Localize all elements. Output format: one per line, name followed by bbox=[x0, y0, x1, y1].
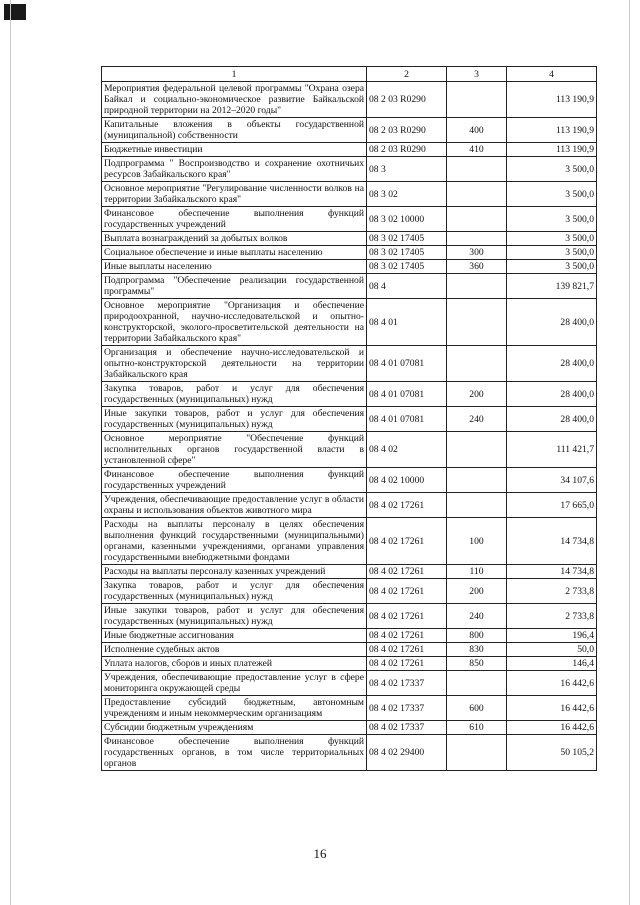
table-row bbox=[102, 143, 597, 157]
row-type-cell: 400 bbox=[447, 118, 507, 143]
row-sum-cell: 17 665,0 bbox=[507, 493, 597, 518]
row-sum-cell: 113 190,9 bbox=[507, 118, 597, 143]
row-code-cell: 08 3 02 17405 bbox=[367, 260, 447, 274]
table-row bbox=[102, 232, 597, 246]
row-type-cell: 240 bbox=[447, 407, 507, 432]
row-sum-cell: 16 442,6 bbox=[507, 671, 597, 696]
row-type-cell bbox=[447, 157, 507, 182]
row-name-cell: Учреждения, обеспечивающие предоставление услуг в сфере мониторинга окружающей среды bbox=[102, 671, 367, 696]
table-row bbox=[102, 604, 597, 629]
row-code-cell: 08 4 02 17261 bbox=[367, 643, 447, 657]
row-code-cell: 08 3 02 bbox=[367, 182, 447, 207]
row-sum-cell: 28 400,0 bbox=[507, 346, 597, 382]
table-row bbox=[102, 657, 597, 671]
row-name-cell: Капитальные вложения в объекты государственной (муниципальной) собственности bbox=[102, 118, 367, 143]
column-header-code: 2 bbox=[367, 67, 447, 82]
row-code-cell: 08 4 02 17261 bbox=[367, 579, 447, 604]
row-code-cell: 08 4 02 17337 bbox=[367, 721, 447, 735]
table-header-row bbox=[102, 67, 597, 82]
table-row bbox=[102, 643, 597, 657]
table-row bbox=[102, 579, 597, 604]
row-sum-cell: 28 400,0 bbox=[507, 407, 597, 432]
row-sum-cell: 3 500,0 bbox=[507, 246, 597, 260]
row-sum-cell: 3 500,0 bbox=[507, 260, 597, 274]
table-row bbox=[102, 274, 597, 299]
row-name-cell: Иные бюджетные ассигнования bbox=[102, 629, 367, 643]
row-code-cell: 08 2 03 R0290 bbox=[367, 82, 447, 118]
row-type-cell: 600 bbox=[447, 696, 507, 721]
row-name-cell: Подпрограмма " Воспроизводство и сохранение охотничьих ресурсов Забайкальского края" bbox=[102, 157, 367, 182]
row-name-cell: Предоставление субсидий бюджетным, автономным учреждениям и иным некоммерческим организациям bbox=[102, 696, 367, 721]
row-type-cell bbox=[447, 232, 507, 246]
table-row bbox=[102, 260, 597, 274]
table-row bbox=[102, 82, 597, 118]
table-row bbox=[102, 182, 597, 207]
row-code-cell: 08 4 02 17261 bbox=[367, 518, 447, 565]
row-name-cell: Основное мероприятие "Обеспечение функций исполнительных органов государственной власти в установленной сфере" bbox=[102, 432, 367, 468]
row-type-cell bbox=[447, 468, 507, 493]
table-row bbox=[102, 246, 597, 260]
row-code-cell: 08 4 02 17337 bbox=[367, 671, 447, 696]
row-sum-cell: 50 105,2 bbox=[507, 735, 597, 771]
row-name-cell: Расходы на выплаты персоналу казенных учреждений bbox=[102, 565, 367, 579]
row-type-cell bbox=[447, 671, 507, 696]
row-type-cell: 200 bbox=[447, 579, 507, 604]
row-code-cell: 08 2 03 R0290 bbox=[367, 118, 447, 143]
row-name-cell: Выплата вознаграждений за добытых волков bbox=[102, 232, 367, 246]
column-header-type: 3 bbox=[447, 67, 507, 82]
row-name-cell: Учреждения, обеспечивающие предоставление услуг в области охраны и использования объектов животного мира bbox=[102, 493, 367, 518]
row-code-cell: 08 4 02 bbox=[367, 432, 447, 468]
row-code-cell: 08 4 bbox=[367, 274, 447, 299]
row-sum-cell: 50,0 bbox=[507, 643, 597, 657]
table-row bbox=[102, 346, 597, 382]
scan-edge-right bbox=[629, 0, 630, 905]
row-code-cell: 08 4 02 17261 bbox=[367, 604, 447, 629]
row-name-cell: Финансовое обеспечение выполнения функций государственных органов, в том числе территориальных органов bbox=[102, 735, 367, 771]
table-row bbox=[102, 735, 597, 771]
row-sum-cell: 16 442,6 bbox=[507, 696, 597, 721]
row-name-cell: Мероприятия федеральной целевой программы "Охрана озера Байкал и социально-экономическое развитие Байкальской природной территории на 2012–2020 годы" bbox=[102, 82, 367, 118]
row-sum-cell: 28 400,0 bbox=[507, 299, 597, 346]
row-type-cell bbox=[447, 274, 507, 299]
table-row bbox=[102, 565, 597, 579]
table-row bbox=[102, 157, 597, 182]
table-row bbox=[102, 493, 597, 518]
row-code-cell: 08 4 01 07081 bbox=[367, 382, 447, 407]
row-sum-cell: 14 734,8 bbox=[507, 518, 597, 565]
table-row bbox=[102, 299, 597, 346]
table-row bbox=[102, 721, 597, 735]
row-type-cell bbox=[447, 493, 507, 518]
row-code-cell: 08 3 bbox=[367, 157, 447, 182]
row-code-cell: 08 3 02 17405 bbox=[367, 246, 447, 260]
row-sum-cell: 2 733,8 bbox=[507, 579, 597, 604]
row-sum-cell: 28 400,0 bbox=[507, 382, 597, 407]
row-code-cell: 08 2 03 R0290 bbox=[367, 143, 447, 157]
row-code-cell: 08 4 01 bbox=[367, 299, 447, 346]
row-code-cell: 08 4 02 29400 bbox=[367, 735, 447, 771]
row-code-cell: 08 4 02 10000 bbox=[367, 468, 447, 493]
table-row bbox=[102, 518, 597, 565]
row-name-cell: Иные закупки товаров, работ и услуг для обеспечения государственных (муниципальных) нужд bbox=[102, 604, 367, 629]
table-row bbox=[102, 671, 597, 696]
page-number: 16 bbox=[313, 846, 327, 861]
row-name-cell: Субсидии бюджетным учреждениям bbox=[102, 721, 367, 735]
row-type-cell: 100 bbox=[447, 518, 507, 565]
row-sum-cell: 3 500,0 bbox=[507, 182, 597, 207]
row-type-cell bbox=[447, 182, 507, 207]
table-row bbox=[102, 407, 597, 432]
row-type-cell bbox=[447, 735, 507, 771]
row-type-cell: 240 bbox=[447, 604, 507, 629]
row-name-cell: Социальное обеспечение и иные выплаты населению bbox=[102, 246, 367, 260]
row-type-cell bbox=[447, 207, 507, 232]
row-sum-cell: 3 500,0 bbox=[507, 157, 597, 182]
table-row bbox=[102, 432, 597, 468]
row-name-cell: Финансовое обеспечение выполнения функций государственных учреждений bbox=[102, 468, 367, 493]
row-name-cell: Уплата налогов, сборов и иных платежей bbox=[102, 657, 367, 671]
row-sum-cell: 196,4 bbox=[507, 629, 597, 643]
table-row bbox=[102, 696, 597, 721]
table-row bbox=[102, 382, 597, 407]
row-code-cell: 08 4 02 17261 bbox=[367, 493, 447, 518]
row-code-cell: 08 4 02 17337 bbox=[367, 696, 447, 721]
column-header-sum: 4 bbox=[507, 67, 597, 82]
row-type-cell: 610 bbox=[447, 721, 507, 735]
row-type-cell: 850 bbox=[447, 657, 507, 671]
row-sum-cell: 16 442,6 bbox=[507, 721, 597, 735]
row-sum-cell: 14 734,8 bbox=[507, 565, 597, 579]
row-name-cell: Основное мероприятие "Регулирование численности волков на территории Забайкальского края" bbox=[102, 182, 367, 207]
row-name-cell: Закупка товаров, работ и услуг для обеспечения государственных (муниципальных) нужд bbox=[102, 382, 367, 407]
row-sum-cell: 34 107,6 bbox=[507, 468, 597, 493]
row-name-cell: Организация и обеспечение научно-исследовательской и опытно-конструкторской деятельности на территории Забайкальского края bbox=[102, 346, 367, 382]
scan-edge-left bbox=[10, 0, 11, 905]
scan-artifact bbox=[4, 4, 26, 20]
row-type-cell bbox=[447, 299, 507, 346]
row-type-cell: 360 bbox=[447, 260, 507, 274]
row-code-cell: 08 4 02 17261 bbox=[367, 657, 447, 671]
row-name-cell: Расходы на выплаты персоналу в целях обеспечения выполнения функций государственными (муниципальными) органами, казенными учреждениями, органами управления государственными внебюджетными фондами bbox=[102, 518, 367, 565]
row-name-cell: Бюджетные инвестиции bbox=[102, 143, 367, 157]
row-code-cell: 08 4 02 17261 bbox=[367, 629, 447, 643]
table-row bbox=[102, 207, 597, 232]
row-type-cell: 200 bbox=[447, 382, 507, 407]
row-code-cell: 08 4 01 07081 bbox=[367, 346, 447, 382]
row-name-cell: Финансовое обеспечение выполнения функций государственных учреждений bbox=[102, 207, 367, 232]
row-code-cell: 08 4 01 07081 bbox=[367, 407, 447, 432]
row-sum-cell: 3 500,0 bbox=[507, 207, 597, 232]
row-sum-cell: 2 733,8 bbox=[507, 604, 597, 629]
row-sum-cell: 113 190,9 bbox=[507, 82, 597, 118]
row-code-cell: 08 3 02 17405 bbox=[367, 232, 447, 246]
row-type-cell: 110 bbox=[447, 565, 507, 579]
column-header-name: 1 bbox=[102, 67, 367, 82]
table-row bbox=[102, 468, 597, 493]
row-type-cell bbox=[447, 346, 507, 382]
row-type-cell bbox=[447, 432, 507, 468]
row-sum-cell: 3 500,0 bbox=[507, 232, 597, 246]
row-name-cell: Исполнение судебных актов bbox=[102, 643, 367, 657]
row-name-cell: Иные закупки товаров, работ и услуг для обеспечения государственных (муниципальных) нужд bbox=[102, 407, 367, 432]
row-sum-cell: 146,4 bbox=[507, 657, 597, 671]
table-row bbox=[102, 118, 597, 143]
row-sum-cell: 111 421,7 bbox=[507, 432, 597, 468]
row-name-cell: Закупка товаров, работ и услуг для обеспечения государственных (муниципальных) нужд bbox=[102, 579, 367, 604]
row-type-cell bbox=[447, 82, 507, 118]
table-row bbox=[102, 629, 597, 643]
row-type-cell: 300 bbox=[447, 246, 507, 260]
row-sum-cell: 139 821,7 bbox=[507, 274, 597, 299]
row-name-cell: Подпрограмма "Обеспечение реализации государственной программы" bbox=[102, 274, 367, 299]
budget-table bbox=[101, 66, 597, 771]
row-type-cell: 410 bbox=[447, 143, 507, 157]
row-type-cell: 800 bbox=[447, 629, 507, 643]
row-name-cell: Иные выплаты населению bbox=[102, 260, 367, 274]
row-name-cell: Основное мероприятие "Организация и обеспечение природоохранной, научно-исследовательской и опытно-конструкторской, эколого-просветительской деятельности на территории Забайкальского края" bbox=[102, 299, 367, 346]
row-sum-cell: 113 190,9 bbox=[507, 143, 597, 157]
row-code-cell: 08 4 02 17261 bbox=[367, 565, 447, 579]
row-type-cell: 830 bbox=[447, 643, 507, 657]
row-code-cell: 08 3 02 10000 bbox=[367, 207, 447, 232]
